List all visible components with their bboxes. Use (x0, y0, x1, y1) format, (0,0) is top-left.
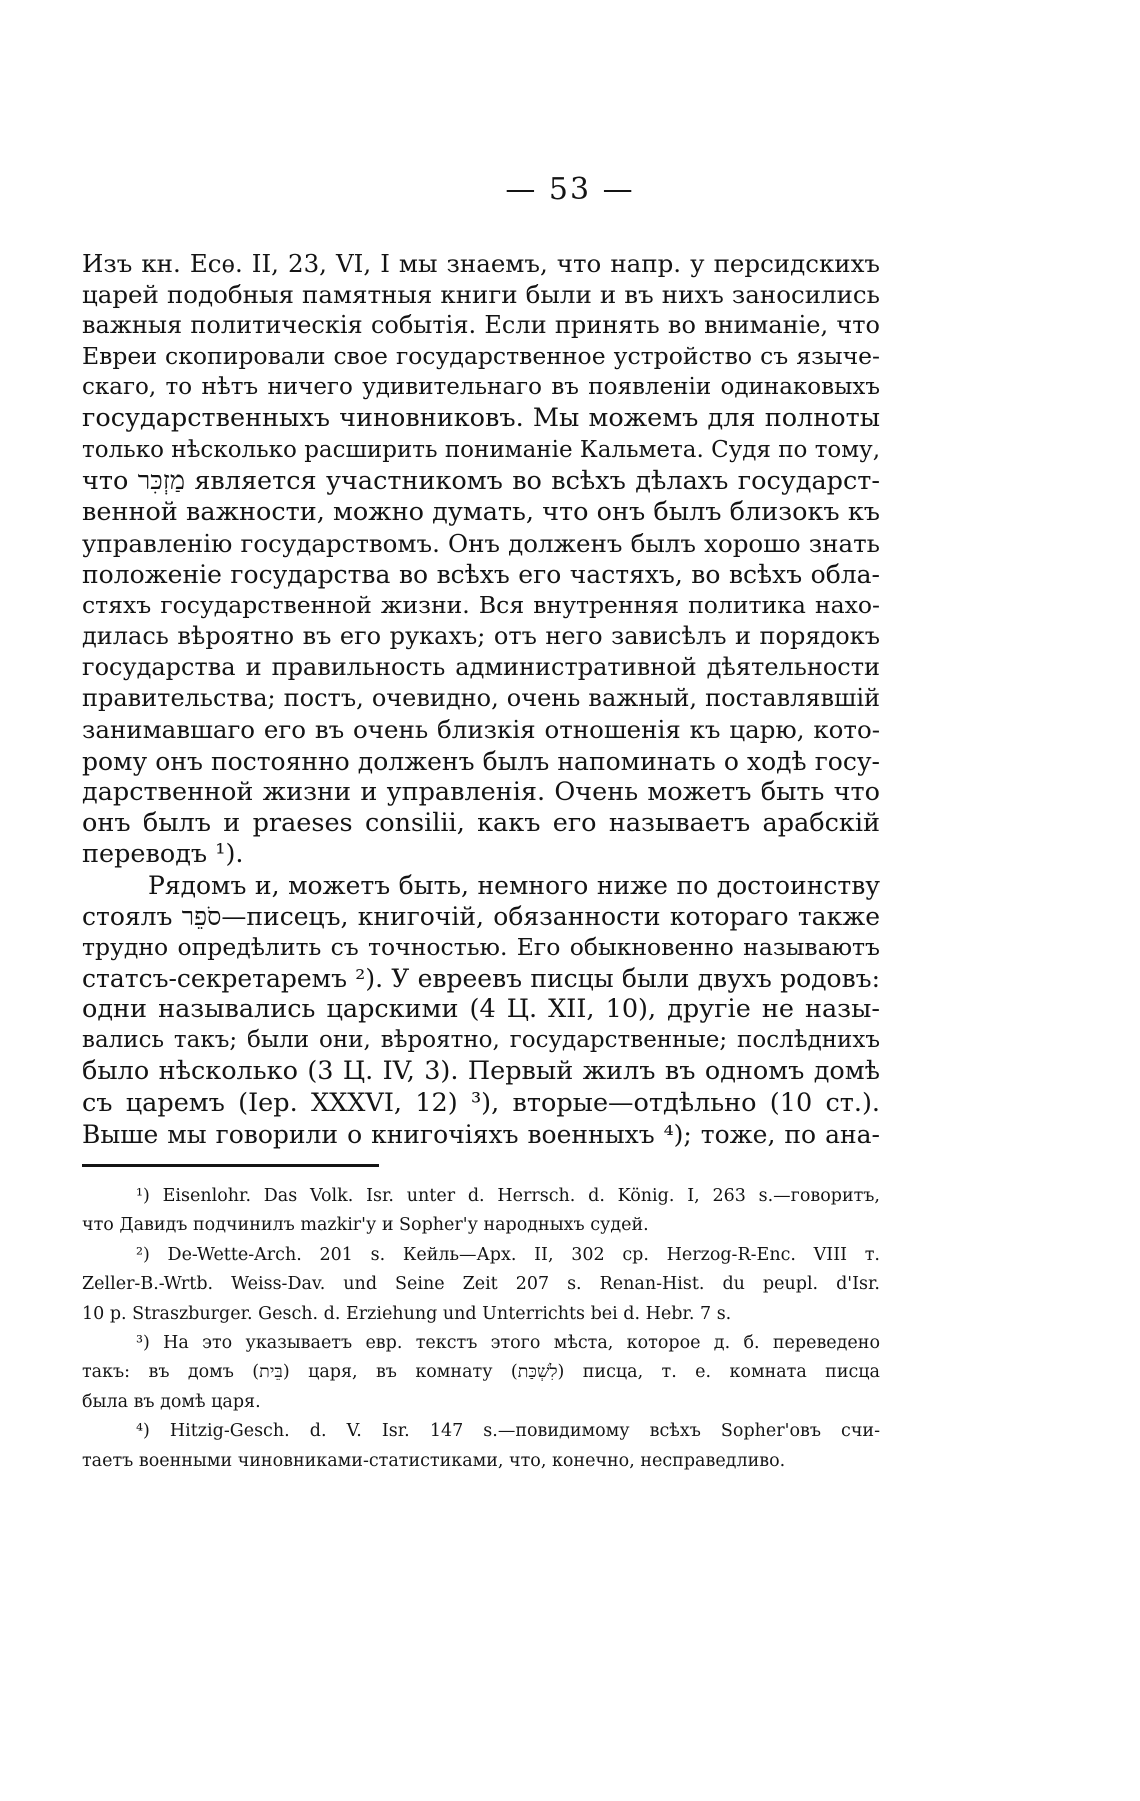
footnote-line: что Давидъ подчинилъ mazkir'у и Sopher'у народныхъ судей. (82, 1215, 649, 1236)
text-line: что מַזְכִּר является участникомъ во всѣхъ дѣлахъ государст- (82, 465, 880, 496)
text-line: онъ былъ и praeses consilii, какъ его называетъ арабскій (82, 807, 880, 838)
text-line: управленію государствомъ. Онъ долженъ былъ хорошо знать (82, 528, 880, 558)
text-line: занимавшаго его въ очень близкія отношенія къ царю, кото- (82, 715, 880, 745)
footnote-line: ²) De-Wette-Arch. 201 s. Кейль—Арх. II, 302 ср. Herzog-R-Enc. VIII т. (136, 1244, 880, 1265)
text-line: трудно опредѣлить съ точностью. Его обыкновенно называютъ (82, 933, 880, 962)
text-line: дарственной жизни и управленія. Очень можетъ быть что (82, 776, 880, 807)
text-line: статсъ-секретаремъ ²). У евреевъ писцы были двухъ родовъ: (82, 964, 880, 994)
text-line: переводъ ¹). (82, 838, 244, 869)
text-line: съ царемъ (Іер. XXXVI, 12) ³), вторые—отдѣльно (10 ст.). (82, 1087, 880, 1118)
text-line: скаго, то нѣтъ ничего удивительнаго въ появленіи одинаковыхъ (82, 374, 880, 401)
body-text (82, 248, 880, 1150)
footnote-line: 10 p. Straszburger. Gesch. d. Erziehung und Unterrichts bei d. Hebr. 7 s. (82, 1303, 732, 1324)
text-line: положеніе государства во всѣхъ его частяхъ, во всѣхъ обла- (82, 559, 880, 589)
text-line: царей подобныя памятныя книги были и въ нихъ заносились (82, 280, 880, 310)
footnote-line: была въ домѣ царя. (82, 1391, 261, 1412)
text-line: только нѣсколько расширить пониманіе Кальмета. Судя по тому, (82, 436, 881, 463)
text-line: Изъ кн. Есѳ. II, 23, VI, I мы знаемъ, что напр. у персидскихъ (82, 249, 880, 278)
page-number: — 53 — (505, 172, 635, 207)
text-line: дилась вѣроятно въ его рукахъ; отъ него зависѣлъ и порядокъ (82, 622, 880, 651)
footnote-divider (82, 1164, 379, 1167)
text-line: правительства; постъ, очевидно, очень важный, поставлявшій (82, 684, 880, 713)
text-line: стяхъ государственной жизни. Вся внутренняя политика нахо- (82, 591, 880, 620)
footnote-line: ⁴) Hitzig-Gesch. d. V. Isr. 147 s.—повидимому всѣхъ Sopher'овъ счи- (136, 1421, 880, 1442)
text-line: Выше мы говорили о книгочіяхъ военныхъ ⁴); тоже, по ана- (82, 1119, 880, 1149)
text-line: важныя политическія событія. Если принять во вниманіе, что (82, 311, 880, 340)
text-line: было нѣсколько (3 Ц. IV, 3). Первый жилъ въ одномъ домѣ (82, 1056, 880, 1087)
footnote-line: ³) На это указываетъ евр. текстъ этого мѣста, которое д. б. переведено (136, 1332, 880, 1353)
text-line: Рядомъ и, можетъ быть, немного ниже по достоинству (148, 870, 880, 900)
footnote-line: ¹) Eisenlohr. Das Volk. Isr. unter d. Herrsch. d. König. I, 263 s.—говоритъ, (136, 1186, 880, 1206)
footnote-line: таетъ военными чиновниками-статистиками, что, конечно, несправедливо. (82, 1450, 786, 1471)
footnote-line: Zeller-B.-Wrtb. Weiss-Dav. und Seine Zeit 207 s. Renan-Hist. du peupl. d'Isr. (82, 1274, 880, 1295)
text-line: государства и правильность административной дѣятельности (82, 653, 880, 682)
footnote-line: такъ: въ домъ (בֵּית) царя, въ комнату (לִשְׁכַּת) писца, т. е. комната писца (82, 1362, 880, 1383)
text-line: Евреи скопировали свое государственное устройство съ языче- (82, 342, 880, 371)
text-line: стоялъ סֹפֵר—писецъ, книгочій, обязанности котораго также (82, 901, 880, 931)
text-line: венной важности, можно думать, что онъ былъ близокъ къ (82, 496, 880, 527)
footnotes (82, 1182, 880, 1476)
text-line: одни назывались царскими (4 Ц. XII, 10), другіе не назы- (82, 994, 880, 1025)
text-line: рому онъ постоянно долженъ былъ напоминать о ходѣ госу- (82, 746, 880, 776)
text-line: вались такъ; были они, вѣроятно, государственные; послѣднихъ (82, 1027, 880, 1054)
text-line: государственныхъ чиновниковъ. Мы можемъ для полноты (82, 403, 880, 434)
